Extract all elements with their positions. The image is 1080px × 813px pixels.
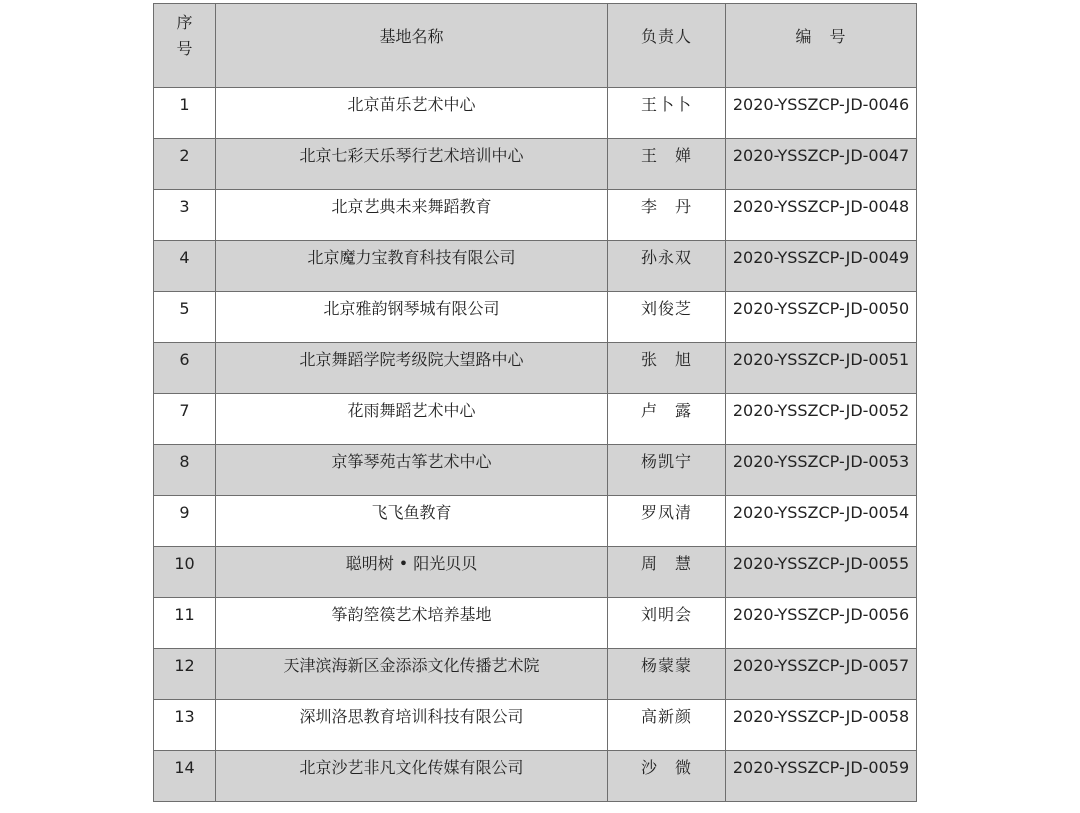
row-base-name: 北京雅韵钢琴城有限公司 (323, 299, 500, 318)
table-row (154, 445, 917, 496)
row-base-name-cell (216, 88, 608, 139)
row-number-cell (154, 547, 216, 598)
row-base-name-cell (216, 547, 608, 598)
row-code-cell (726, 700, 917, 751)
row-code-cell (726, 496, 917, 547)
table-row (154, 241, 917, 292)
row-number-cell (154, 598, 216, 649)
row-number: 6 (179, 350, 190, 369)
row-number: 2 (179, 146, 190, 165)
row-person: 刘俊芝 (640, 299, 692, 318)
row-code: 2020-YSSZCP-JD-0046 (732, 95, 910, 114)
row-person-cell (608, 139, 726, 190)
row-base-name: 北京沙艺非凡文化传媒有限公司 (299, 758, 524, 777)
base-list-table (153, 3, 917, 802)
header-seq-line1: 序 (176, 13, 193, 32)
row-code: 2020-YSSZCP-JD-0057 (732, 656, 910, 675)
row-number-cell (154, 343, 216, 394)
row-person: 周 慧 (640, 554, 692, 573)
row-code-cell (726, 241, 917, 292)
row-base-name-cell (216, 445, 608, 496)
row-number-cell (154, 190, 216, 241)
row-person-cell (608, 190, 726, 241)
row-base-name: 北京舞蹈学院考级院大望路中心 (299, 350, 524, 369)
row-code: 2020-YSSZCP-JD-0052 (732, 401, 910, 420)
row-person: 杨蒙蒙 (640, 656, 692, 675)
row-code-cell (726, 292, 917, 343)
table-body (154, 4, 917, 802)
row-base-name: 筝韵箜篌艺术培养基地 (331, 605, 492, 624)
row-code: 2020-YSSZCP-JD-0048 (732, 197, 910, 216)
header-person (608, 4, 726, 88)
header-base-name-label: 基地名称 (379, 27, 444, 46)
row-person-cell (608, 598, 726, 649)
row-base-name: 花雨舞蹈艺术中心 (347, 401, 476, 420)
table-row (154, 700, 917, 751)
header-seq (154, 4, 216, 88)
table-row (154, 751, 917, 802)
row-person: 王 婵 (640, 146, 692, 165)
row-person: 卢 露 (640, 401, 692, 420)
row-person-cell (608, 88, 726, 139)
row-person-cell (608, 751, 726, 802)
row-base-name: 京筝琴苑古筝艺术中心 (331, 452, 492, 471)
row-number: 11 (174, 605, 195, 624)
row-code: 2020-YSSZCP-JD-0059 (732, 758, 910, 777)
row-base-name-cell (216, 292, 608, 343)
row-code: 2020-YSSZCP-JD-0058 (732, 707, 910, 726)
row-base-name: 北京苗乐艺术中心 (347, 95, 476, 114)
header-base-name (216, 4, 608, 88)
row-person: 罗凤清 (640, 503, 692, 522)
table-header-row (154, 4, 917, 88)
row-code: 2020-YSSZCP-JD-0049 (732, 248, 910, 267)
row-code-cell (726, 751, 917, 802)
row-base-name-cell (216, 190, 608, 241)
row-base-name: 北京魔力宝教育科技有限公司 (307, 248, 516, 267)
row-number: 13 (174, 707, 195, 726)
row-number-cell (154, 394, 216, 445)
table-row (154, 547, 917, 598)
row-base-name-cell (216, 598, 608, 649)
row-person-cell (608, 241, 726, 292)
row-code-cell (726, 547, 917, 598)
row-number-cell (154, 751, 216, 802)
row-person: 张 旭 (640, 350, 692, 369)
row-number: 4 (179, 248, 190, 267)
row-number: 3 (179, 197, 190, 216)
row-base-name: 飞飞鱼教育 (371, 503, 452, 522)
row-number-cell (154, 700, 216, 751)
row-person: 沙 微 (640, 758, 692, 777)
table-row (154, 139, 917, 190)
row-person-cell (608, 394, 726, 445)
row-number-cell (154, 139, 216, 190)
row-base-name-cell (216, 649, 608, 700)
row-number-cell (154, 445, 216, 496)
row-person: 李 丹 (640, 197, 692, 216)
row-base-name: 北京七彩天乐琴行艺术培训中心 (299, 146, 524, 165)
row-person: 高新颜 (640, 707, 692, 726)
row-number: 12 (174, 656, 195, 675)
row-person-cell (608, 547, 726, 598)
row-base-name-cell (216, 751, 608, 802)
row-number: 5 (179, 299, 190, 318)
row-number-cell (154, 88, 216, 139)
row-base-name: 北京艺典未来舞蹈教育 (331, 197, 492, 216)
row-number: 14 (174, 758, 195, 777)
row-base-name-cell (216, 496, 608, 547)
row-code: 2020-YSSZCP-JD-0047 (732, 146, 910, 165)
table-row (154, 88, 917, 139)
row-number-cell (154, 649, 216, 700)
table-row (154, 292, 917, 343)
row-code: 2020-YSSZCP-JD-0056 (732, 605, 910, 624)
row-number: 8 (179, 452, 190, 471)
row-person-cell (608, 649, 726, 700)
row-base-name-cell (216, 241, 608, 292)
row-base-name: 天津滨海新区金添添文化传播艺术院 (283, 656, 540, 675)
row-code-cell (726, 88, 917, 139)
row-person: 王卜卜 (640, 95, 692, 114)
row-base-name: 深圳洛思教育培训科技有限公司 (299, 707, 524, 726)
row-code: 2020-YSSZCP-JD-0055 (732, 554, 910, 573)
row-person: 孙永双 (640, 248, 692, 267)
row-number-cell (154, 496, 216, 547)
row-base-name-cell (216, 394, 608, 445)
row-code: 2020-YSSZCP-JD-0051 (732, 350, 910, 369)
row-code-cell (726, 139, 917, 190)
row-code-cell (726, 598, 917, 649)
row-code-cell (726, 343, 917, 394)
row-code-cell (726, 394, 917, 445)
row-base-name-cell (216, 343, 608, 394)
table-row (154, 649, 917, 700)
header-seq-line2: 号 (176, 39, 193, 58)
row-person-cell (608, 700, 726, 751)
row-number-cell (154, 292, 216, 343)
row-person: 杨凯宁 (640, 452, 692, 471)
header-person-label: 负责人 (640, 27, 692, 46)
table-row (154, 190, 917, 241)
row-base-name-cell (216, 139, 608, 190)
row-code-cell (726, 445, 917, 496)
row-person-cell (608, 496, 726, 547)
row-code-cell (726, 190, 917, 241)
table-row (154, 496, 917, 547)
row-code: 2020-YSSZCP-JD-0054 (732, 503, 910, 522)
table-row (154, 343, 917, 394)
row-number-cell (154, 241, 216, 292)
row-person-cell (608, 445, 726, 496)
row-number: 1 (179, 95, 190, 114)
row-number: 10 (174, 554, 195, 573)
row-person: 刘明会 (640, 605, 692, 624)
row-number: 7 (179, 401, 190, 420)
row-code: 2020-YSSZCP-JD-0053 (732, 452, 910, 471)
row-person-cell (608, 292, 726, 343)
row-code: 2020-YSSZCP-JD-0050 (732, 299, 910, 318)
row-person-cell (608, 343, 726, 394)
header-code-label: 编 号 (795, 27, 847, 46)
header-code (726, 4, 917, 88)
table-row (154, 598, 917, 649)
row-base-name: 聪明树 • 阳光贝贝 (345, 554, 478, 573)
row-base-name-cell (216, 700, 608, 751)
table-row (154, 394, 917, 445)
row-number: 9 (179, 503, 190, 522)
row-code-cell (726, 649, 917, 700)
